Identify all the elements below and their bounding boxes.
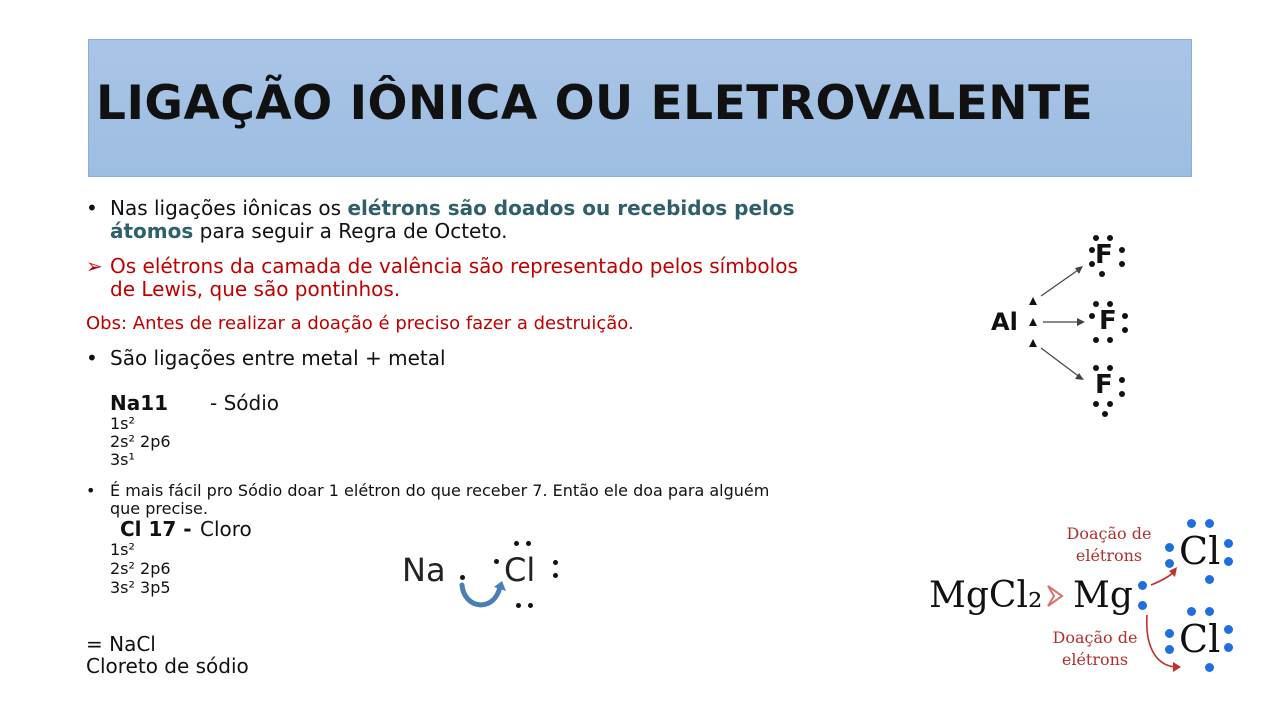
bullet-2-line-2: de Lewis, que são pontinhos.: [110, 277, 401, 301]
electron-dot: [1224, 625, 1233, 634]
electron-dot: [526, 541, 531, 546]
sodium-name: - Sódio: [210, 391, 279, 415]
electron-dot: [528, 603, 533, 608]
electron-dot: [1224, 539, 1233, 548]
al-symbol: Al: [991, 308, 1018, 336]
chlorine-symbol: Cl 17 -: [120, 517, 192, 541]
mgcl2-formula: MgCl₂: [929, 575, 1043, 616]
donation-label-top-line-2: elétrons: [1075, 546, 1143, 565]
sodium-symbol: Na11: [110, 391, 169, 415]
cl-symbol-bottom: Cl: [1179, 617, 1221, 661]
result-formula: = NaCl: [86, 632, 156, 656]
bullet-1-text: Nas ligações iônicas os: [110, 196, 348, 220]
obs-note: Obs: Antes de realizar a doação é preciso fazer a destruição.: [86, 313, 634, 334]
alf3-lewis-diagram: [985, 228, 1135, 423]
electron-dot: [1165, 629, 1174, 638]
electron-dot: [1187, 607, 1196, 616]
bullet-4-line-1: É mais fácil pro Sódio doar 1 elétron do que receber 7. Então ele doa para alguém: [110, 481, 770, 500]
f-symbol-3: F: [1095, 370, 1113, 400]
mgcl2-diagram: [925, 515, 1245, 680]
f-symbol-1: F: [1095, 240, 1113, 270]
sodium-config-2: 2s² 2p6: [110, 432, 171, 451]
chlorine-config-1: 1s²: [110, 540, 135, 559]
bullet-1-tail: para seguir a Regra de Octeto.: [193, 219, 508, 243]
bullet-marker: •: [86, 481, 96, 500]
arrow-bullet-icon: ➢: [86, 254, 103, 278]
bullet-3-text: São ligações entre metal + metal: [110, 346, 446, 370]
bullet-1-line-1: [110, 197, 795, 220]
electron-dot: [516, 603, 521, 608]
chlorine-name: Cloro: [200, 517, 252, 541]
sodium-config-3: 3s¹: [110, 450, 135, 469]
electron-dot: [553, 560, 558, 565]
electron-dot: [1205, 575, 1214, 584]
bullet-2-line-1: Os elétrons da camada de valência são representado pelos símbolos: [110, 254, 798, 278]
electron-dot: [1205, 607, 1214, 616]
bullet-1-line-2: [110, 220, 507, 243]
bullet-1-emphasis: elétrons são doados ou recebidos pelos: [347, 196, 795, 220]
donation-label-bottom-line-1: Doação de: [1052, 628, 1138, 647]
na-symbol: Na: [402, 551, 446, 589]
electron-dot: [494, 559, 499, 564]
electron-dot: [1165, 543, 1174, 552]
bullet-marker: •: [86, 346, 98, 370]
f-symbol-2: F: [1099, 306, 1117, 336]
chlorine-config-2: 2s² 2p6: [110, 559, 171, 578]
electron-dot: [514, 541, 519, 546]
nacl-lewis-diagram: [398, 535, 568, 615]
electron-dot: [1224, 643, 1233, 652]
donation-label-bottom-line-2: elétrons: [1061, 650, 1129, 669]
transfer-arrow-icon: [454, 579, 510, 613]
bullet-1-emphasis-2: átomos: [110, 219, 194, 243]
sodium-config-1: 1s²: [110, 414, 135, 433]
cl-symbol: Cl: [504, 551, 536, 589]
electron-dot: [1205, 519, 1214, 528]
electron-dot: [1187, 519, 1196, 528]
result-name: Cloreto de sódio: [86, 654, 249, 678]
bullet-marker: •: [86, 196, 98, 220]
electron-dot: [1224, 557, 1233, 566]
mg-symbol: Mg: [1073, 575, 1133, 616]
chlorine-config-3: 3s² 3p5: [110, 578, 171, 597]
electron-dot: [1165, 645, 1174, 654]
electron-dot: [553, 573, 558, 578]
bullet-4-line-2: que precise.: [110, 499, 208, 518]
electron-dot: [1165, 559, 1174, 568]
electron-dot: [1205, 663, 1214, 672]
slide-title: LIGAÇÃO IÔNICA OU ELETROVALENTE: [96, 76, 1094, 131]
cl-symbol-top: Cl: [1179, 529, 1221, 573]
donation-label-top-line-1: Doação de: [1066, 524, 1152, 543]
